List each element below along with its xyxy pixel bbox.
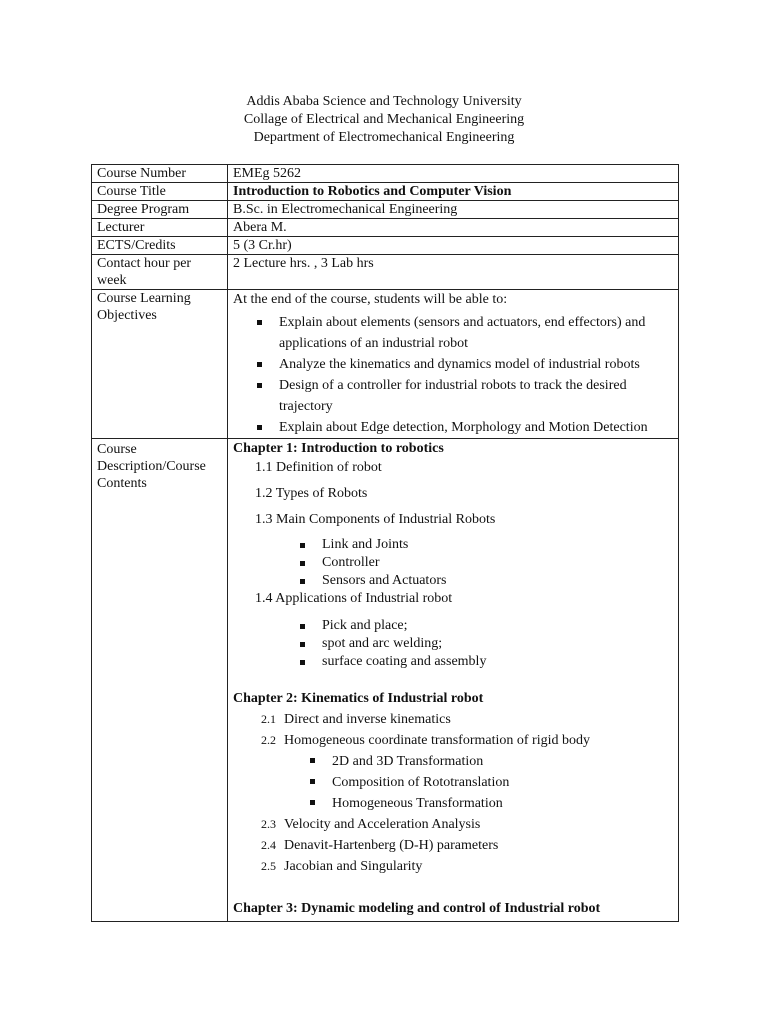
contents-cell — [228, 439, 679, 922]
section-number: 2.5 — [261, 859, 276, 873]
section-2-2-list — [310, 751, 673, 814]
list-item: Composition of Rototranslation — [310, 772, 673, 793]
section-text: Jacobian and Singularity — [284, 859, 423, 874]
ects-value: 5 (3 Cr.hr) — [228, 237, 679, 255]
section-2-5 — [233, 856, 673, 877]
section-text: Direct and inverse kinematics — [284, 712, 451, 727]
section-2-1 — [233, 709, 673, 730]
document-header — [0, 93, 768, 147]
list-item: Sensors and Actuators — [300, 572, 673, 590]
list-item: Analyze the kinematics and dynamics model of industrial robots — [257, 354, 673, 375]
section-1-3-list — [300, 536, 673, 590]
list-item: Explain about elements (sensors and actuators, end effectors) and applications of an industrial robot — [257, 312, 673, 354]
course-syllabus-table — [91, 164, 679, 922]
list-item: Explain about Edge detection, Morphology and Motion Detection — [257, 417, 673, 438]
section-number: 2.2 — [261, 733, 276, 747]
table-row — [92, 219, 679, 237]
list-item: surface coating and assembly — [300, 653, 673, 671]
ects-label: ECTS/Credits — [92, 237, 228, 255]
table-row — [92, 237, 679, 255]
section-number: 2.3 — [261, 817, 276, 831]
contact-hours-label: Contact hour per week — [92, 255, 228, 290]
course-title-value: Introduction to Robotics and Computer Vision — [228, 183, 679, 201]
lecturer-label: Lecturer — [92, 219, 228, 237]
list-item: 2D and 3D Transformation — [310, 751, 673, 772]
section-number: 2.4 — [261, 838, 276, 852]
college-name: Collage of Electrical and Mechanical Engineering — [243, 112, 525, 127]
list-item: Design of a controller for industrial robots to track the desired trajectory — [257, 375, 673, 417]
section-2-4 — [233, 835, 673, 856]
section-2-3 — [233, 814, 673, 835]
degree-program-value: B.Sc. in Electromechanical Engineering — [228, 201, 679, 219]
objectives-cell — [228, 290, 679, 439]
section-text: Homogeneous coordinate transformation of rigid body — [284, 733, 590, 748]
course-number-label: Course Number — [92, 165, 228, 183]
table-row — [92, 165, 679, 183]
list-item: Link and Joints — [300, 536, 673, 554]
chapter-2-title: Chapter 2: Kinematics of Industrial robot — [233, 691, 484, 706]
table-row — [92, 255, 679, 290]
lecturer-value: Abera M. — [228, 219, 679, 237]
list-item: spot and arc welding; — [300, 635, 673, 653]
section-1-4-list — [300, 617, 673, 671]
contents-label: Course Description/Course Contents — [92, 439, 228, 922]
department-name: Department of Electromechanical Engineering — [253, 130, 515, 145]
list-item: Homogeneous Transformation — [310, 793, 673, 814]
section-1-3: 1.3 Main Components of Industrial Robots — [255, 512, 496, 527]
table-row — [92, 439, 679, 922]
objectives-intro: At the end of the course, students will be able to: — [233, 292, 508, 307]
objectives-label: Course Learning Objectives — [92, 290, 228, 439]
degree-program-label: Degree Program — [92, 201, 228, 219]
section-2-2 — [233, 730, 673, 751]
section-1-4: 1.4 Applications of Industrial robot — [255, 591, 453, 606]
section-1-1: 1.1 Definition of robot — [255, 460, 382, 475]
chapter-3-title: Chapter 3: Dynamic modeling and control of Industrial robot — [233, 901, 601, 916]
table-row — [92, 201, 679, 219]
list-item: Pick and place; — [300, 617, 673, 635]
section-text: Denavit-Hartenberg (D-H) parameters — [284, 838, 499, 853]
table-row — [92, 183, 679, 201]
table-row — [92, 290, 679, 439]
section-number: 2.1 — [261, 712, 276, 726]
course-number-value: EMEg 5262 — [228, 165, 679, 183]
objectives-list — [233, 312, 673, 438]
list-item: Controller — [300, 554, 673, 572]
chapter-1-title: Chapter 1: Introduction to robotics — [233, 441, 444, 456]
section-text: Velocity and Acceleration Analysis — [284, 817, 481, 832]
section-1-2: 1.2 Types of Robots — [255, 486, 368, 501]
contact-hours-value: 2 Lecture hrs. , 3 Lab hrs — [228, 255, 679, 290]
university-name: Addis Ababa Science and Technology University — [246, 94, 522, 109]
course-title-label: Course Title — [92, 183, 228, 201]
